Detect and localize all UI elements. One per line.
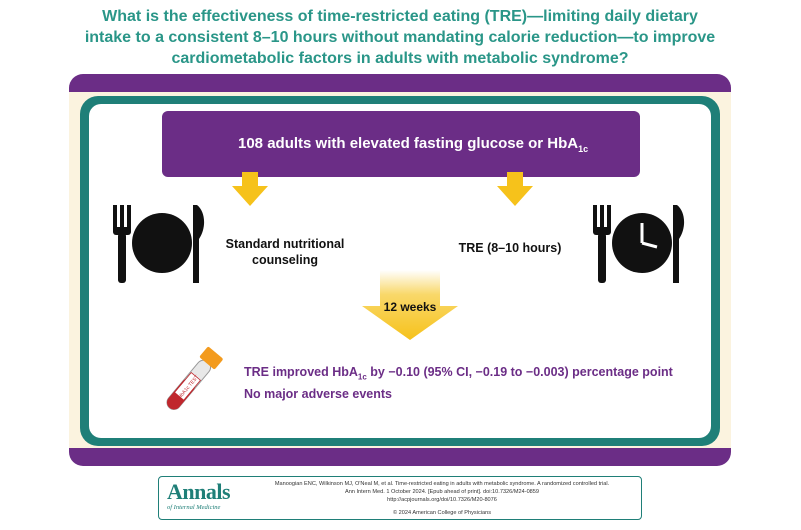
arm-standard-line-1: Standard nutritional bbox=[225, 237, 345, 251]
arm-standard-label bbox=[215, 236, 355, 268]
citation-text bbox=[247, 480, 637, 504]
result-line-2: No major adverse events bbox=[244, 386, 392, 401]
population-text: 108 adults with elevated fasting glucose or HbA$_{1c}$ bbox=[238, 134, 589, 154]
arrow-down-right-icon bbox=[495, 172, 535, 208]
citation-box bbox=[158, 476, 642, 520]
question-line-3: cardiometabolic factors in adults with metabolic syndrome? bbox=[171, 50, 629, 67]
question-heading bbox=[60, 6, 740, 69]
citation-link[interactable]: http://acpjournals.org/doi/10.7326/M20-8076 bbox=[387, 497, 497, 503]
population-box bbox=[162, 111, 640, 177]
fork-plate-knife-icon bbox=[105, 197, 210, 289]
result-line-1: TRE improved HbA$_{1c}$ by −0.10 (95% CI, −0.19 to −0.003) percentage point bbox=[244, 365, 673, 382]
question-line-2: intake to a consistent 8–10 hours without mandating calorie reduction—to improve bbox=[84, 29, 716, 46]
citation-line-1: Manoogian ENC, Wilkinson MJ, O'Neal M, et al. Time-restricted eating in adults with metabolic syndrome. A randomized controlled trial. bbox=[274, 481, 610, 487]
duration-label: 12 weeks bbox=[383, 300, 437, 314]
blood-test-tube-icon bbox=[152, 346, 232, 416]
arm-standard-line-2: counseling bbox=[252, 253, 318, 267]
arm-tre-label: TRE (8–10 hours) bbox=[458, 241, 562, 255]
copyright-text: © 2024 American College of Physicians bbox=[392, 510, 492, 516]
result-block bbox=[244, 364, 673, 403]
annals-logo: Annals bbox=[167, 479, 231, 504]
question-line-1: What is the effectiveness of time-restricted eating (TRE)—limiting daily dietary bbox=[102, 8, 698, 25]
citation-line-2: Ann Intern Med. 1 October 2024. [Epub ahead of print]. doi:10.7326/M24-0859 bbox=[344, 489, 540, 495]
annals-logo-subtitle: of Internal Medicine bbox=[167, 504, 221, 511]
clock-plate-icon bbox=[585, 197, 690, 289]
tube-label: HbA1c TEST bbox=[177, 374, 201, 401]
arrow-down-left-icon bbox=[230, 172, 270, 208]
